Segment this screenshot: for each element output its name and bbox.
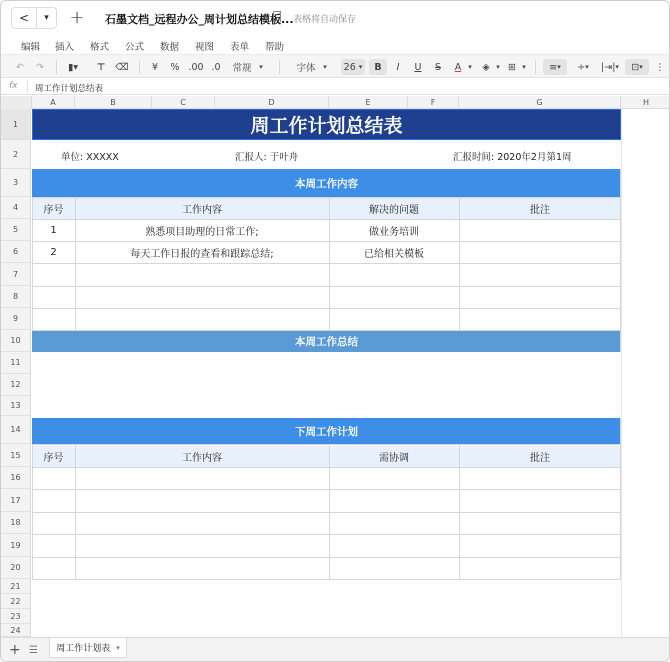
grid-line [459,444,460,579]
row-header-14[interactable]: 14 [1,416,30,444]
sheet-title-cell[interactable]: 周工作计划总结表 [32,109,621,140]
horizontal-align-icon[interactable]: ≡ ▾ [543,59,567,75]
back-button[interactable]: < [11,7,37,29]
header-notes[interactable]: 批注 [459,446,621,467]
title-bar [1,1,670,33]
row-header-22[interactable]: 22 [1,594,30,609]
formula-input[interactable]: 周工作计划总结表 [35,84,104,94]
sheet-list-icon[interactable]: ☰ [29,645,38,656]
merge-cells-icon[interactable]: ⊡ ▾ [625,59,649,75]
table-cell[interactable]: 熟悉项目助理的日常工作; [145,226,259,238]
percent-button[interactable]: % [170,61,180,73]
grid-line [32,579,621,580]
row-header-3[interactable]: 3 [1,169,30,197]
column-header-g[interactable]: G [459,96,621,109]
grid-line [32,219,621,220]
grid-line [32,489,621,490]
grid-line [621,109,622,637]
row-headers [1,109,31,637]
clear-format-icon[interactable]: ⌫ [115,61,129,73]
reporter-label[interactable]: 汇报人: 于叶舟 [235,152,299,163]
menu-edit[interactable]: 编辑 [21,42,41,53]
menu-form[interactable]: 表单 [230,42,250,53]
table-cell[interactable]: 2 [50,246,57,258]
header-index[interactable]: 序号 [32,197,75,219]
column-header-d[interactable]: D [215,96,329,109]
row-header-11[interactable]: 11 [1,352,30,374]
column-header-f[interactable]: F [408,96,459,109]
row-header-12[interactable]: 12 [1,374,30,396]
row-header-18[interactable]: 18 [1,512,30,534]
undo-icon[interactable]: ↶ [16,61,24,73]
grid-line [75,444,76,579]
grid-line [32,241,621,242]
header-work-content[interactable]: 工作内容 [75,446,329,467]
header-coordination[interactable]: 需协调 [329,446,459,467]
sheet-tab-bar [1,637,670,662]
row-header-21[interactable]: 21 [1,579,30,594]
font-size-value: 26 [343,61,356,73]
table-cell[interactable]: 每天工作日报的查看和跟踪总结; [130,248,274,260]
unit-label[interactable]: 单位: XXXXX [61,152,119,163]
row-header-19[interactable]: 19 [1,534,30,557]
column-header-a[interactable]: A [32,96,75,109]
row-header-13[interactable]: 13 [1,396,30,416]
menu-view[interactable]: 视图 [195,42,215,53]
section-this-week-summary[interactable]: 本周工作总结 [32,330,621,352]
text-wrap-icon[interactable]: |⇥| ▾ [601,61,619,73]
row-header-23[interactable]: 23 [1,609,30,624]
section-next-week-plan[interactable]: 下周工作计划 [32,418,621,444]
row-header-1[interactable]: 1 [1,109,30,140]
chevron-down-icon[interactable]: ▾ [259,63,263,71]
row-header-9[interactable]: 9 [1,308,30,330]
grid-line [32,330,621,331]
menu-format[interactable]: 格式 [90,42,110,53]
font-size-select[interactable]: 26 ▾ [341,59,365,75]
chevron-down-icon[interactable]: ▾ [116,643,120,652]
chevron-down-icon[interactable]: ▾ [522,63,526,71]
grid-line [32,512,621,513]
redo-icon[interactable]: ↷ [36,61,44,73]
table-cell[interactable]: 1 [50,224,57,236]
chevron-down-icon[interactable]: ▾ [468,63,472,71]
grid-line [32,557,621,558]
grid-line [459,197,460,330]
row-header-8[interactable]: 8 [1,286,30,308]
number-format-select[interactable]: 常规 [232,63,252,74]
header-notes[interactable]: 批注 [459,197,621,219]
row-header-20[interactable]: 20 [1,557,30,579]
vertical-align-icon[interactable]: ÷ ▾ [577,61,589,73]
strikethrough-button[interactable]: S [434,61,442,73]
grid-line [32,444,621,445]
grid-line [32,286,621,287]
save-status: 表格将自动保存 [293,15,357,25]
history-dropdown-button[interactable]: ▾ [37,7,57,29]
format-painter-icon[interactable]: ⊤ [96,61,106,73]
bold-button[interactable]: B [369,59,387,75]
underline-button[interactable]: U [414,61,422,73]
grid-line [32,263,621,264]
grid-line [32,534,621,535]
formula-bar [1,79,670,95]
section-this-week-content[interactable]: 本周工作内容 [32,169,621,197]
grid-line [32,197,621,198]
document-title[interactable]: 石墨文档_远程办公_周计划总结模板... [105,13,294,26]
row-header-5[interactable]: 5 [1,219,30,241]
grid-line [329,197,330,330]
currency-button[interactable]: ¥ [151,61,159,73]
decrease-decimal-button[interactable]: .0 [211,61,221,73]
header-work-content[interactable]: 工作内容 [75,197,329,219]
header-problems-solved[interactable]: 解决的问题 [329,197,459,219]
column-header-c[interactable]: C [152,96,215,109]
column-header-e[interactable]: E [329,96,408,109]
row-header-4[interactable]: 4 [1,197,30,219]
fx-icon: fx [9,81,18,91]
borders-icon[interactable]: ⊞ [508,61,516,73]
grid-line [32,308,621,309]
grid-line [32,467,621,468]
menu-data[interactable]: 数据 [160,42,180,53]
more-icon[interactable]: ⋮ [655,61,665,73]
grid-line [329,444,330,579]
row-header-15[interactable]: 15 [1,444,30,467]
row-header-7[interactable]: 7 [1,263,30,286]
column-header-h[interactable]: H [642,98,649,107]
select-all-corner[interactable] [1,96,32,109]
italic-button[interactable]: I [396,61,400,73]
row-header-10[interactable]: 10 [1,330,30,352]
menu-help[interactable]: 帮助 [265,42,285,53]
font-family-select[interactable]: 字体 [296,63,316,74]
row-header-16[interactable]: 16 [1,467,30,489]
paste-icon[interactable]: ▮▾ [68,61,78,73]
bookmark-icon[interactable] [273,11,281,22]
sheet-tab-label: 周工作计划表 [56,644,111,654]
table-cell[interactable]: 做业务培训 [369,226,419,238]
table-cell[interactable]: 已给相关模板 [364,248,424,260]
row-header-17[interactable]: 17 [1,489,30,512]
toolbar [1,54,670,78]
menu-bar [1,35,670,53]
text-color-button[interactable]: A [454,61,462,73]
add-sheet-button[interactable]: + [9,642,21,658]
grid-line [32,444,33,579]
row-header-24[interactable]: 24 [1,624,30,637]
chevron-down-icon[interactable]: ▾ [496,63,500,71]
row-header-6[interactable]: 6 [1,241,30,263]
increase-decimal-button[interactable]: .00 [188,61,204,73]
column-header-b[interactable]: B [75,96,152,109]
chevron-down-icon[interactable]: ▾ [323,63,327,71]
column-headers [1,96,670,109]
row-header-2[interactable]: 2 [1,140,30,169]
header-index[interactable]: 序号 [32,446,75,467]
fill-color-icon[interactable]: ◈ [482,61,490,73]
report-time-label[interactable]: 汇报时间: 2020年2月第1周 [453,152,572,163]
menu-formula[interactable]: 公式 [125,42,145,53]
sheet-tab-active[interactable] [49,638,127,658]
new-tab-button[interactable]: + [69,6,85,28]
menu-insert[interactable]: 插入 [55,42,75,53]
grid-line [32,197,33,330]
grid-line [75,197,76,330]
